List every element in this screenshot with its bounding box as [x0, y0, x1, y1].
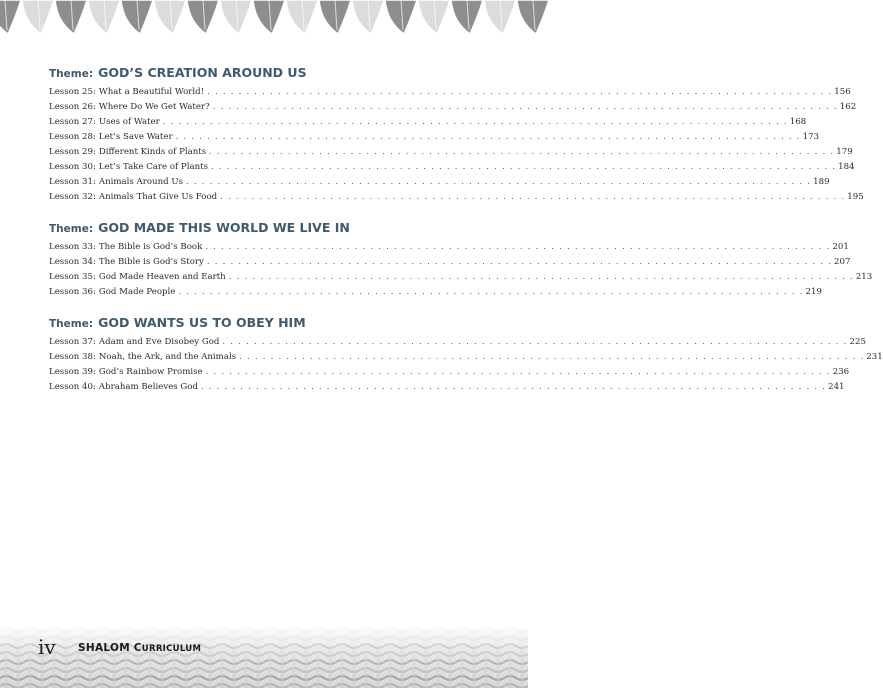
- lesson-title: Animals Around Us: [98, 177, 183, 187]
- dot-leader: . . . . . . . . . . . . . . . . . . . . . . . . . . . . . . . . . . . . . . . . . . . . . . . . . . . . . . . . . . . . . . . . . . . . . . . . . . . . . . . .: [220, 192, 846, 202]
- toc-entry: [49, 100, 857, 115]
- lesson-title: Uses of Water: [98, 117, 160, 127]
- brand-second-rest: URRICULUM: [141, 644, 202, 654]
- lesson-title: The Bible is God’s Story: [98, 257, 204, 267]
- dot-leader: . . . . . . . . . . . . . . . . . . . . . . . . . . . . . . . . . . . . . . . . . . . . . . . . . . . . . . . . . . . . . . . . . . . . . . . . . . . . . . . .: [228, 272, 854, 282]
- lesson-title: The Bible is God’s Book: [98, 242, 203, 252]
- toc-entry: [49, 190, 864, 205]
- lesson-number: Lesson 26:: [49, 102, 96, 112]
- page-ref: 173: [802, 132, 820, 142]
- lesson-list: [49, 335, 883, 395]
- lesson-number: Lesson 30:: [49, 162, 96, 172]
- theme-heading: [49, 219, 470, 237]
- page-ref: 236: [832, 367, 850, 377]
- page-ref: 179: [836, 147, 853, 157]
- lesson-list: [49, 85, 864, 205]
- lesson-list: [49, 240, 873, 300]
- dot-leader: . . . . . . . . . . . . . . . . . . . . . . . . . . . . . . . . . . . . . . . . . . . . . . . . . . . . . . . . . . . . . . . . . . . . . . . . . . . . . . . .: [186, 177, 812, 187]
- toc-entry: [49, 285, 822, 300]
- lesson-number: Lesson 27:: [49, 117, 96, 127]
- lesson-title: Noah, the Ark, and the Animals: [98, 352, 237, 362]
- lesson-title: God Made People: [98, 287, 176, 297]
- page-ref: 162: [839, 102, 857, 112]
- dot-leader: . . . . . . . . . . . . . . . . . . . . . . . . . . . . . . . . . . . . . . . . . . . . . . . . . . . . . . . . . . . . . . . . . . . . . . . . . . . . . . . .: [205, 242, 831, 252]
- lesson-number: Lesson 37:: [49, 337, 96, 347]
- theme-heading: [49, 314, 470, 332]
- toc-entry: [49, 240, 849, 255]
- dot-leader: . . . . . . . . . . . . . . . . . . . . . . . . . . . . . . . . . . . . . . . . . . . . . . . . . . . . . . . . . . . . . . . . . . . . . . . . . . . . . . . .: [222, 337, 848, 347]
- page-ref: 195: [847, 192, 864, 202]
- dot-leader: . . . . . . . . . . . . . . . . . . . . . . . . . . . . . . . . . . . . . . . . . . . . . . . . . . . . . . . . . . . . . . . . . . . . . . . . . . . . . . . .: [239, 352, 865, 362]
- dot-leader: . . . . . . . . . . . . . . . . . . . . . . . . . . . . . . . . . . . . . . . . . . . . . . . . . . . . . . . . . . . . . . . . . . . . . . . . . . . . . . . .: [209, 147, 835, 157]
- theme-heading: [49, 64, 470, 82]
- page-ref: 231: [866, 352, 883, 362]
- toc-entry: [49, 175, 830, 190]
- theme-title: GOD WANTS US TO OBEY HIM: [98, 315, 306, 330]
- brand-second-initial: C: [133, 642, 142, 654]
- page-ref: 156: [834, 87, 851, 97]
- toc-entry: [49, 255, 851, 270]
- page-number: iv: [38, 635, 56, 659]
- toc-entry: [49, 365, 850, 380]
- toc-entry: [49, 335, 866, 350]
- page-ref: 207: [834, 257, 851, 267]
- theme-section-obey: [49, 314, 883, 395]
- table-of-contents: [49, 64, 883, 409]
- dot-leader: . . . . . . . . . . . . . . . . . . . . . . . . . . . . . . . . . . . . . . . . . . . . . . . . . . . . . . . . . . . . . . . . . . . . . . . . . . . . . . . .: [175, 132, 801, 142]
- dot-leader: . . . . . . . . . . . . . . . . . . . . . . . . . . . . . . . . . . . . . . . . . . . . . . . . . . . . . . . . . . . . . . . . . . . . . . . . . . . . . . . .: [212, 102, 838, 112]
- page-ref: 201: [832, 242, 849, 252]
- curriculum-brand: [78, 642, 201, 655]
- theme-title: GOD MADE THIS WORLD WE LIVE IN: [98, 220, 350, 235]
- lesson-title: What a Beautiful World!: [98, 87, 205, 97]
- lesson-number: Lesson 35:: [49, 272, 96, 282]
- lesson-title: God Made Heaven and Earth: [98, 272, 226, 282]
- toc-entry: [49, 145, 853, 160]
- lesson-number: Lesson 28:: [49, 132, 96, 142]
- lesson-number: Lesson 32:: [49, 192, 96, 202]
- dot-leader: . . . . . . . . . . . . . . . . . . . . . . . . . . . . . . . . . . . . . . . . . . . . . . . . . . . . . . . . . . . . . . . . . . . . . . . . . . . . . . . .: [211, 162, 837, 172]
- leaf-pattern-border-icon: [0, 0, 528, 40]
- page-ref: 168: [789, 117, 807, 127]
- lesson-number: Lesson 33:: [49, 242, 96, 252]
- toc-entry: [49, 160, 855, 175]
- page-ref: 219: [805, 287, 822, 297]
- dot-leader: . . . . . . . . . . . . . . . . . . . . . . . . . . . . . . . . . . . . . . . . . . . . . . . . . . . . . . . . . . . . . . . . . . . . . . . . . . . . . . . .: [200, 382, 827, 392]
- theme-title: GOD’S CREATION AROUND US: [98, 65, 307, 80]
- lesson-number: Lesson 25:: [49, 87, 96, 97]
- lesson-number: Lesson 31:: [49, 177, 96, 187]
- page-ref: 189: [813, 177, 830, 187]
- lesson-title: God’s Rainbow Promise: [98, 367, 203, 377]
- dot-leader: . . . . . . . . . . . . . . . . . . . . . . . . . . . . . . . . . . . . . . . . . . . . . . . . . . . . . . . . . . . . . . . . . . . . . . . . . . . . . . . .: [207, 87, 833, 97]
- lesson-title: Animals That Give Us Food: [98, 192, 218, 202]
- theme-section-creation: [49, 64, 864, 205]
- toc-entry: [49, 130, 820, 145]
- toc-entry: [49, 380, 845, 395]
- theme-label: Theme:: [49, 223, 94, 235]
- lesson-title: Let’s Take Care of Plants: [98, 162, 208, 172]
- lesson-number: Lesson 34:: [49, 257, 96, 267]
- toc-entry: [49, 270, 873, 285]
- toc-entry: [49, 115, 807, 130]
- lesson-number: Lesson 39:: [49, 367, 96, 377]
- page-ref: 225: [849, 337, 866, 347]
- woven-basket-pattern-icon: [0, 626, 528, 688]
- dot-leader: . . . . . . . . . . . . . . . . . . . . . . . . . . . . . . . . . . . . . . . . . . . . . . . . . . . . . . . . . . . . . . . . . . . . . . . . . . . . . . . .: [206, 257, 833, 267]
- lesson-title: Adam and Eve Disobey God: [98, 337, 220, 347]
- page-ref: 213: [855, 272, 873, 282]
- theme-label: Theme:: [49, 318, 94, 330]
- lesson-number: Lesson 38:: [49, 352, 96, 362]
- lesson-number: Lesson 40:: [49, 382, 96, 392]
- dot-leader: . . . . . . . . . . . . . . . . . . . . . . . . . . . . . . . . . . . . . . . . . . . . . . . . . . . . . . . . . . . . . . . . . . . . . . . . . . . . . . . .: [178, 287, 804, 297]
- theme-section-world: [49, 219, 873, 300]
- page-ref: 184: [838, 162, 855, 172]
- dot-leader: . . . . . . . . . . . . . . . . . . . . . . . . . . . . . . . . . . . . . . . . . . . . . . . . . . . . . . . . . . . . . . . . . . . . . . . . . . . . . . . .: [205, 367, 831, 377]
- lesson-title: Where Do We Get Water?: [98, 102, 210, 112]
- lesson-title: Let’s Save Water: [98, 132, 173, 142]
- toc-entry: [49, 85, 851, 100]
- lesson-title: Different Kinds of Plants: [98, 147, 207, 157]
- lesson-number: Lesson 36:: [49, 287, 96, 297]
- toc-entry: [49, 350, 883, 365]
- theme-label: Theme:: [49, 68, 94, 80]
- page-ref: 241: [828, 382, 845, 392]
- dot-leader: . . . . . . . . . . . . . . . . . . . . . . . . . . . . . . . . . . . . . . . . . . . . . . . . . . . . . . . . . . . . . . . . . . . . . . . . . . . . . . . .: [162, 117, 788, 127]
- lesson-number: Lesson 29:: [49, 147, 96, 157]
- brand-first-word: SHALOM: [78, 642, 130, 654]
- lesson-title: Abraham Believes God: [98, 382, 198, 392]
